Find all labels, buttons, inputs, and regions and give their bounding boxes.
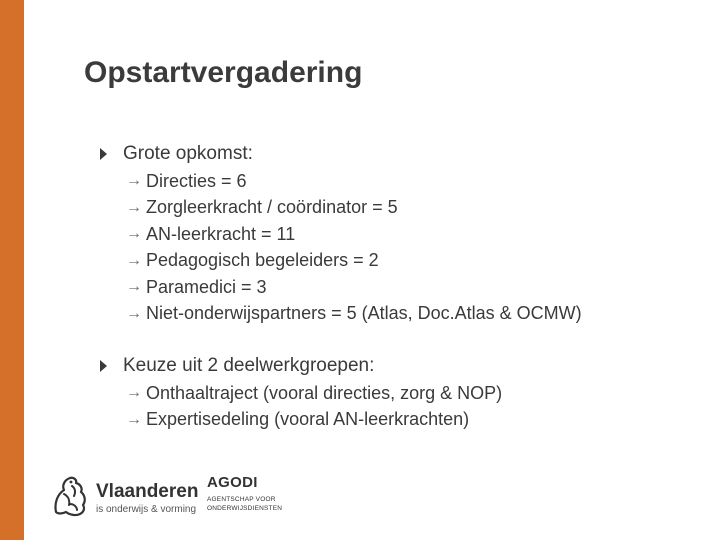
agodi-subtitle-line1: AGENTSCHAP VOOR	[207, 496, 276, 503]
agodi-name: AGODI	[207, 474, 258, 491]
arrow-right-icon: →	[126, 278, 142, 296]
accent-side-bar	[0, 0, 24, 540]
arrow-right-icon: →	[126, 172, 142, 190]
sub-item	[126, 195, 582, 222]
slide-title: Opstartvergadering	[84, 56, 363, 89]
arrow-right-icon: →	[126, 384, 142, 402]
sub-item	[126, 380, 502, 407]
sub-item-text: AN-leerkracht = 11	[146, 223, 296, 244]
arrow-right-icon: →	[126, 251, 142, 269]
sub-item-text: Expertisedeling (vooral AN-leerkrachten)	[146, 409, 470, 430]
agodi-logo	[207, 474, 307, 522]
vlaanderen-name: Vlaanderen	[96, 481, 199, 502]
sub-item	[126, 407, 502, 434]
flemish-lion-icon	[50, 474, 90, 518]
triangle-right-icon	[100, 360, 107, 372]
bullet-label: Grote opkomst:	[123, 143, 253, 164]
sub-item-text: Zorgleerkracht / coördinator = 5	[146, 197, 398, 218]
sub-item-text: Onthaaltraject (vooral directies, zorg & NOP)	[146, 382, 503, 403]
triangle-right-icon	[100, 148, 107, 160]
arrow-right-icon: →	[126, 225, 142, 243]
bullet-label: Keuze uit 2 deelwerkgroepen:	[123, 355, 375, 376]
arrow-right-icon: →	[126, 198, 142, 216]
bullet-group-workgroups	[100, 354, 502, 433]
bullet-item	[100, 142, 582, 166]
sub-item-text: Niet-onderwijspartners = 5 (Atlas, Doc.Atlas & OCMW)	[146, 303, 582, 324]
sub-item-text: Pedagogisch begeleiders = 2	[146, 250, 379, 271]
sub-item-text: Paramedici = 3	[146, 276, 267, 297]
sub-item-text: Directies = 6	[146, 170, 247, 191]
sub-item	[126, 274, 582, 301]
sub-item	[126, 301, 582, 328]
bullet-item	[100, 354, 502, 378]
sub-item	[126, 248, 582, 275]
vlaanderen-tagline: is onderwijs & vorming	[96, 504, 197, 515]
arrow-right-icon: →	[126, 304, 142, 322]
sub-item	[126, 168, 582, 195]
bullet-group-attendance	[100, 142, 582, 327]
vlaanderen-logo	[50, 470, 200, 522]
agodi-subtitle-line2: ONDERWIJSDIENSTEN	[207, 505, 283, 512]
sub-item	[126, 221, 582, 248]
arrow-right-icon: →	[126, 410, 142, 428]
